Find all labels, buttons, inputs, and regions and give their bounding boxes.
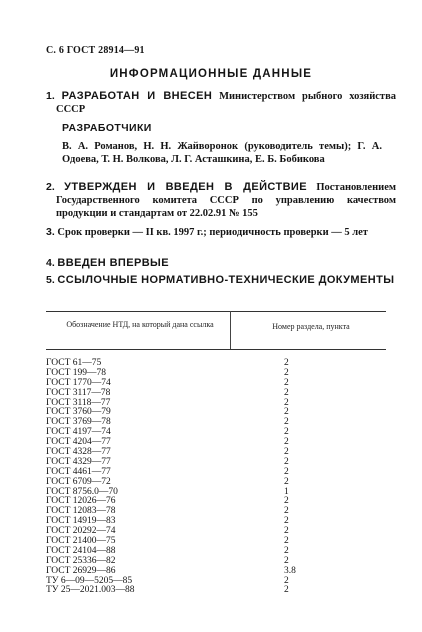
row-document: ТУ 6—09—5205—85 <box>46 575 133 586</box>
table-row <box>46 536 386 546</box>
table-row <box>46 526 386 536</box>
table-col-document: Обозначение НТД, на который дана ссылка <box>66 320 214 329</box>
reference-table-body <box>46 358 386 595</box>
row-document: ГОСТ 4461—77 <box>46 466 111 477</box>
row-section: 2 <box>284 417 289 428</box>
row-document: ГОСТ 12083—78 <box>46 506 116 517</box>
row-document: ГОСТ 4329—77 <box>46 456 111 467</box>
row-section: 2 <box>284 377 289 388</box>
table-row <box>46 388 386 398</box>
row-document: ТУ 25—2021.003—88 <box>46 585 135 596</box>
item-5-heading: ССЫЛОЧНЫЕ НОРМАТИВНО-ТЕХНИЧЕСКИЕ ДОКУМЕНТЫ <box>57 274 395 286</box>
row-section: 2 <box>284 545 289 556</box>
table-row <box>46 437 386 447</box>
row-section: 2 <box>284 476 289 487</box>
table-col-section: Номер раздела, пункта <box>272 322 350 331</box>
row-section: 2 <box>284 397 289 408</box>
item-4 <box>46 257 396 270</box>
table-row <box>46 477 386 487</box>
row-document: ГОСТ 3118—77 <box>46 397 111 408</box>
table-row <box>46 585 386 595</box>
row-document: ГОСТ 1770—74 <box>46 377 111 388</box>
item-5 <box>46 274 396 287</box>
table-row <box>46 407 386 417</box>
item-3-number: 3. <box>46 226 55 238</box>
row-section: 2 <box>284 387 289 398</box>
table-row <box>46 576 386 586</box>
table-row <box>46 556 386 566</box>
section-title: ИНФОРМАЦИОННЫЕ ДАННЫЕ <box>109 68 313 80</box>
row-document: ГОСТ 26929—86 <box>46 565 116 576</box>
table-header-rule <box>46 349 386 350</box>
table-row <box>46 427 386 437</box>
item-2-heading: УТВЕРЖДЕН И ВВЕДЕН В ДЕЙСТВИЕ <box>64 181 307 193</box>
row-section: 2 <box>284 555 289 566</box>
table-row <box>46 566 386 576</box>
item-2-number: 2. <box>46 181 55 193</box>
item-5-number: 5. <box>46 274 55 286</box>
row-document: ГОСТ 12026—76 <box>46 496 116 507</box>
item-4-number: 4. <box>46 257 55 269</box>
table-top-rule <box>46 311 386 312</box>
table-row <box>46 506 386 516</box>
row-section: 2 <box>284 456 289 467</box>
row-section: 2 <box>284 585 289 596</box>
row-document: ГОСТ 6709—72 <box>46 476 111 487</box>
row-section: 2 <box>284 407 289 418</box>
row-document: ГОСТ 199—78 <box>46 367 106 378</box>
item-3-text: Срок проверки — II кв. 1997 г.; периодичность проверки — 5 лет <box>57 227 368 238</box>
row-document: ГОСТ 3769—78 <box>46 417 111 428</box>
row-document: ГОСТ 21400—75 <box>46 536 116 547</box>
row-section: 2 <box>284 496 289 507</box>
table-row <box>46 368 386 378</box>
row-section: 2 <box>284 367 289 378</box>
row-document: ГОСТ 4197—74 <box>46 427 111 438</box>
row-section: 2 <box>284 575 289 586</box>
table-row <box>46 447 386 457</box>
row-section: 2 <box>284 466 289 477</box>
item-1-number: 1. <box>46 90 55 102</box>
row-section: 3.8 <box>284 565 296 576</box>
item-1 <box>46 90 396 116</box>
table-column-divider <box>230 311 231 349</box>
item-3 <box>46 226 396 239</box>
row-section: 2 <box>284 437 289 448</box>
row-document: ГОСТ 8756.0—70 <box>46 486 118 497</box>
row-section: 2 <box>284 427 289 438</box>
item-4-heading: ВВЕДЕН ВПЕРВЫЕ <box>57 257 169 269</box>
row-document: ГОСТ 4328—77 <box>46 447 111 458</box>
table-row <box>46 516 386 526</box>
table-row <box>46 496 386 506</box>
developers-label: РАЗРАБОТЧИКИ <box>62 122 152 134</box>
page-header: С. 6 ГОСТ 28914—91 <box>46 45 145 56</box>
row-document: ГОСТ 61—75 <box>46 358 102 368</box>
table-row <box>46 546 386 556</box>
table-row <box>46 358 386 368</box>
table-row <box>46 487 386 497</box>
table-row <box>46 467 386 477</box>
table-row <box>46 417 386 427</box>
row-document: ГОСТ 20292—74 <box>46 526 116 537</box>
row-section: 2 <box>284 506 289 517</box>
table-row <box>46 398 386 408</box>
row-document: ГОСТ 4204—77 <box>46 437 111 448</box>
row-document: ГОСТ 24104—88 <box>46 545 116 556</box>
row-section: 2 <box>284 516 289 527</box>
row-section: 2 <box>284 536 289 547</box>
row-document: ГОСТ 3117—78 <box>46 387 111 398</box>
row-section: 2 <box>284 526 289 537</box>
table-row <box>46 378 386 388</box>
row-document: ГОСТ 3760—79 <box>46 407 111 418</box>
item-2-text: Постановлением Государственного комитета СССР по управлению качеством продукции и стандартам от 22.02.91 № 155 <box>56 182 397 219</box>
row-section: 2 <box>284 447 289 458</box>
row-section: 2 <box>284 358 289 368</box>
item-1-heading: РАЗРАБОТАН И ВНЕСЕН <box>61 90 213 102</box>
row-section: 1 <box>284 486 289 497</box>
table-row <box>46 457 386 467</box>
row-document: ГОСТ 14919—83 <box>46 516 116 527</box>
developers-names: В. А. Романов, Н. Н. Жайворонок (руководитель темы); Г. А. Одоева, Т. Н. Волкова, Л. Г. Асташкина, Е. Б. Бобикова <box>62 141 382 165</box>
item-1-text: Министерством рыбного хозяйства СССР <box>56 91 397 115</box>
item-2 <box>46 181 396 220</box>
row-document: ГОСТ 25336—82 <box>46 555 116 566</box>
